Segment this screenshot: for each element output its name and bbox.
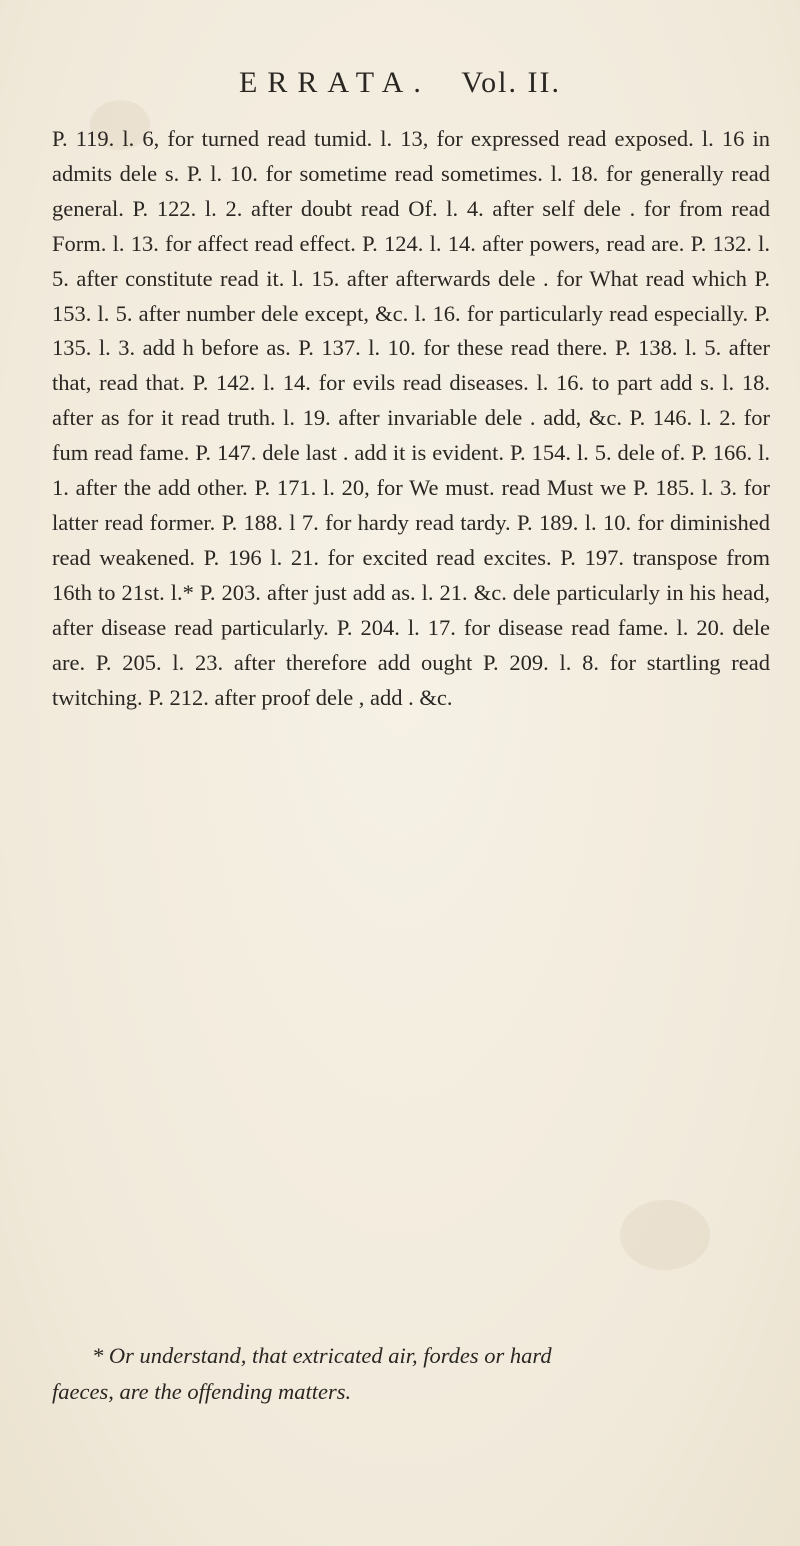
errata-title: ERRATA. bbox=[239, 66, 431, 99]
paper-stain bbox=[620, 1200, 710, 1270]
footnote bbox=[52, 1338, 770, 1410]
footnote-line: faeces, are the offending matters. bbox=[52, 1379, 352, 1404]
volume-label: Vol. II. bbox=[461, 66, 561, 99]
page-header bbox=[0, 66, 800, 100]
footnote-line: * Or understand, that extricated air, fordes or hard bbox=[92, 1343, 552, 1368]
errata-paragraph: P. 119. l. 6, for turned read tumid. l. 13, for expressed read exposed. l. 16 in admits dele s. P. l. 10. for sometime read sometimes. l. 18. for generally read general. P. 122. l. 2. after doubt read Of. l. 4. after self dele . for from read Form. l. 13. for affect read effect. P. 124. l. 14. after powers, read are. P. 132. l. 5. after constitute read it. l. 15. after afterwards dele . for What read which P. 153. l. 5. after number dele except, &c. l. 16. for particularly read especially. P. 135. l. 3. add h before as. P. 137. l. 10. for these read there. P. 138. l. 5. after that, read that. P. 142. l. 14. for evils read diseases. l. 16. to part add s. l. 18. after as for it read truth. l. 19. after invariable dele . add, &c. P. 146. l. 2. for fum read fame. P. 147. dele last . add it is evident. P. 154. l. 5. dele of. P. 166. l. 1. after the add other. P. 171. l. 20, for We must. read Must we P. 185. l. 3. for latter read former. P. 188. l 7. for hardy read tardy. P. 189. l. 10. for diminished read weakened. P. 196 l. 21. for excited read excites. P. 197. transpose from 16th to 21st. l.* P. 203. after just add as. l. 21. &c. dele particularly in his head, after disease read particularly. P. 204. l. 17. for disease read fame. l. 20. dele are. P. 205. l. 23. after therefore add ought P. 209. l. 8. for startling read twitching. P. 212. after proof dele , add . &c. bbox=[52, 126, 770, 710]
errata-body bbox=[52, 122, 770, 715]
